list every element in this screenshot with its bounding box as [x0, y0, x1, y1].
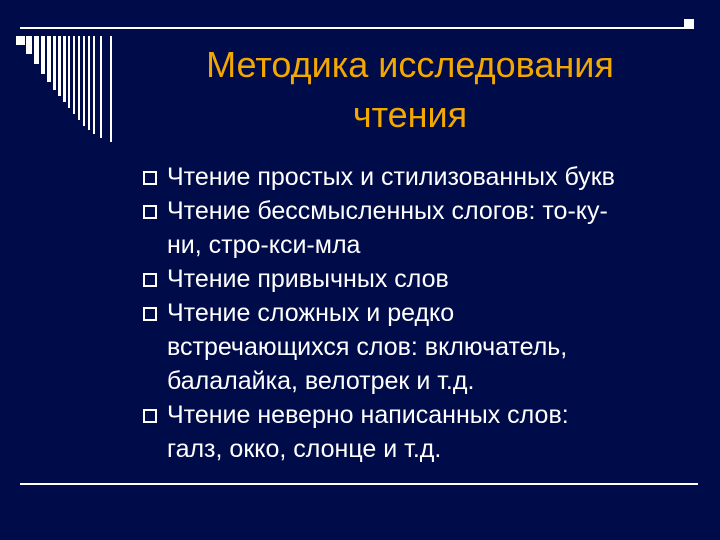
decor-bar: [93, 36, 95, 134]
hollow-square-bullet-icon: [143, 205, 157, 219]
bullet-text: Чтение привычных слов: [167, 265, 449, 293]
bullet-item: [142, 262, 702, 296]
bullet-item: [142, 296, 702, 398]
decor-bar: [16, 36, 25, 45]
decor-bar: [110, 36, 112, 142]
title-line-1: Методика исследования: [206, 44, 614, 85]
bullet-item: [142, 160, 702, 194]
title-line-2: чтения: [352, 94, 468, 135]
decor-bar: [83, 36, 85, 126]
decor-bar: [41, 36, 45, 74]
hollow-square-bullet-icon: [143, 307, 157, 321]
hollow-square-bullet-icon: [143, 171, 157, 185]
decor-bar: [68, 36, 70, 108]
bullet-text: балалайка, велотрек и т.д.: [167, 367, 475, 395]
bullet-text: встречающихся слов: включатель,: [167, 333, 568, 361]
decor-bar: [63, 36, 66, 102]
decor-bar: [58, 36, 61, 96]
bullet-text: ни, стро-кси-мла: [167, 231, 361, 259]
top-decorative-square: [684, 19, 694, 29]
decor-bar: [47, 36, 51, 82]
bullet-text: Чтение сложных и редко: [167, 299, 455, 327]
bullet-item: [142, 194, 702, 262]
bullet-text: Чтение бессмысленных слогов: то-ку-: [167, 197, 608, 225]
decor-bar: [78, 36, 80, 120]
hollow-square-bullet-icon: [143, 273, 157, 287]
bullet-text: Чтение неверно написанных слов:: [167, 401, 569, 429]
bullet-list: [142, 160, 702, 466]
decor-bar: [53, 36, 56, 90]
decor-bar: [26, 36, 32, 54]
slide-title: [150, 40, 670, 140]
bullet-text: Чтение простых и стилизованных букв: [167, 163, 615, 191]
decor-bar: [34, 36, 39, 64]
decor-bar: [100, 36, 102, 138]
decor-bar: [73, 36, 75, 114]
vertical-bars-decoration: [0, 0, 130, 150]
bullet-text: галз, окко, слонце и т.д.: [167, 435, 442, 463]
bullet-item: [142, 398, 702, 466]
decor-bar: [88, 36, 90, 130]
hollow-square-bullet-icon: [143, 409, 157, 423]
bottom-decorative-line: [20, 483, 698, 485]
